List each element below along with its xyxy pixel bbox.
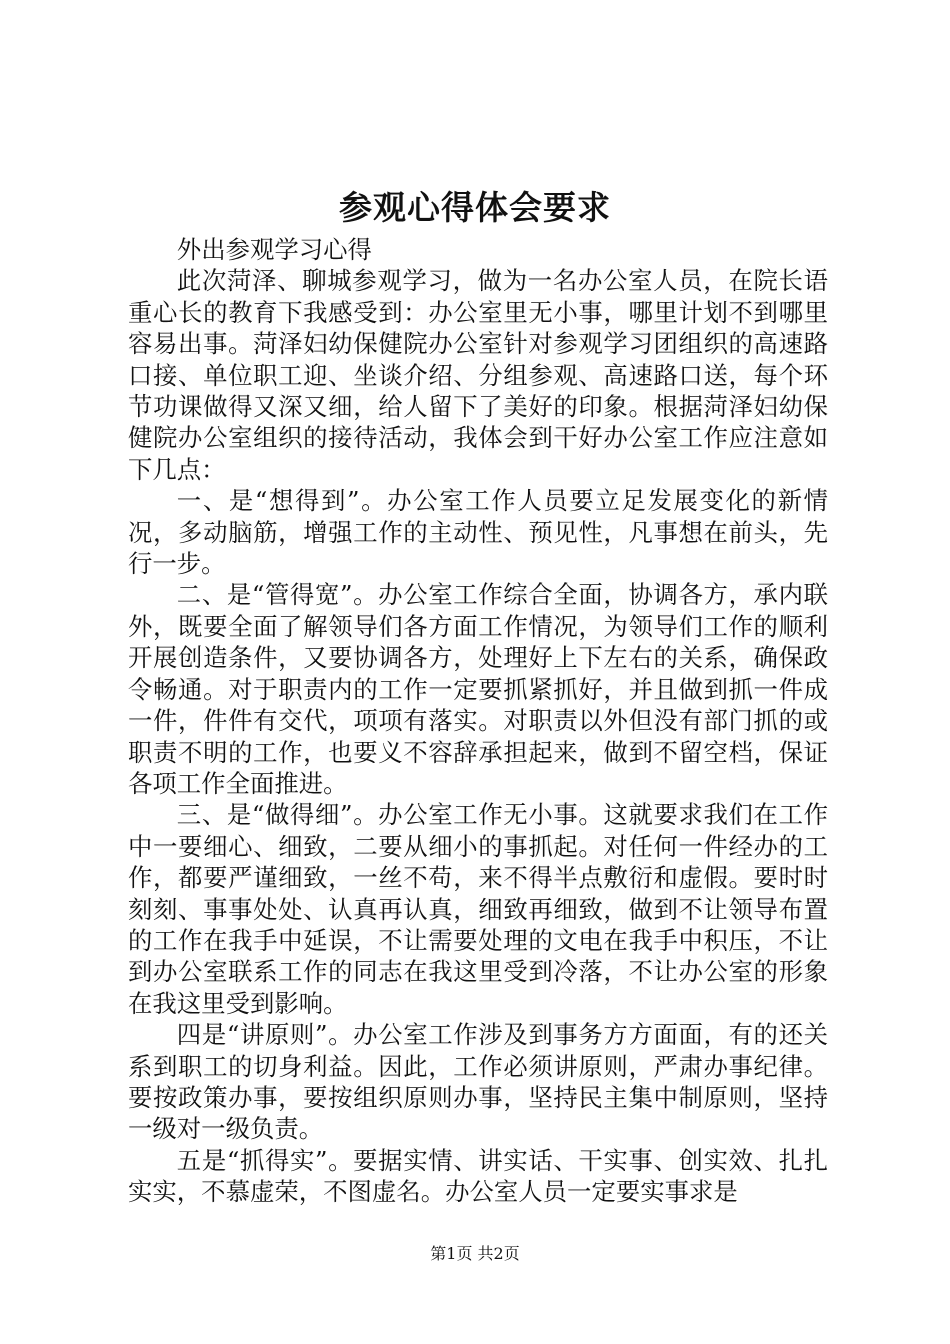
paragraph-point-1: 一、是“想得到”。办公室工作人员要立足发展变化的新情况，多动脑筋，增强工作的主动性、预见性，凡事想在前头，先行一步。 — [128, 486, 828, 579]
paragraph-subtitle: 外出参观学习心得 — [176, 235, 372, 264]
page-footer: 第1页 共2页 — [430, 1244, 520, 1263]
paragraph-point-2: 二、是“管得宽”。办公室工作综合全面，协调各方，承内联外，既要全面了解领导们各方面工作情况，为领导们工作的顺利开展创造条件，又要协调各方，处理好上下左右的关系，确保政令畅通。对于职责内的工作一定要抓紧抓好，并且做到抓一件成一件，件件有交代，项项有落实。对职责以外但没有部门抓的或职责不明的工作，也要义不容辞承担起来，做到不留空档，保证各项工作全面推进。 — [128, 580, 828, 798]
document-title: 参观心得体会要求 — [339, 188, 611, 227]
paragraph-intro: 此次菏泽、聊城参观学习，做为一名办公室人员，在院长语重心长的教育下我感受到：办公室里无小事，哪里计划不到哪里容易出事。菏泽妇幼保健院办公室针对参观学习团组织的高速路口接、单位职工迎、坐谈介绍、分组参观、高速路口送，每个环节功课做得又深又细，给人留下了美好的印象。根据菏泽妇幼保健院办公室组织的接待活动，我体会到干好办公室工作应注意如下几点： — [128, 266, 828, 484]
paragraph-point-3: 三、是“做得细”。办公室工作无小事。这就要求我们在工作中一要细心、细致，二要从细小的事抓起。对任何一件经办的工作，都要严谨细致，一丝不苟，来不得半点敷衍和虚假。要时时刻刻、事事处处、认真再认真，细致再细致，做到不让领导布置的工作在我手中延误，不让需要处理的文电在我手中积压，不让到办公室联系工作的同志在我这里受到冷落，不让办公室的形象在我这里受到影响。 — [128, 800, 828, 1018]
paragraph-point-5: 五是“抓得实”。要据实情、讲实话、干实事、创实效、扎扎实实，不慕虚荣，不图虚名。办公室人员一定要实事求是 — [128, 1145, 828, 1207]
document-body — [128, 234, 828, 1208]
paragraph-point-4: 四是“讲原则”。办公室工作涉及到事务方方面面，有的还关系到职工的切身利益。因此，工作必须讲原则，严肃办事纪律。要按政策办事，要按组织原则办事，坚持民主集中制原则，坚持一级对一级负责。 — [128, 1020, 828, 1144]
